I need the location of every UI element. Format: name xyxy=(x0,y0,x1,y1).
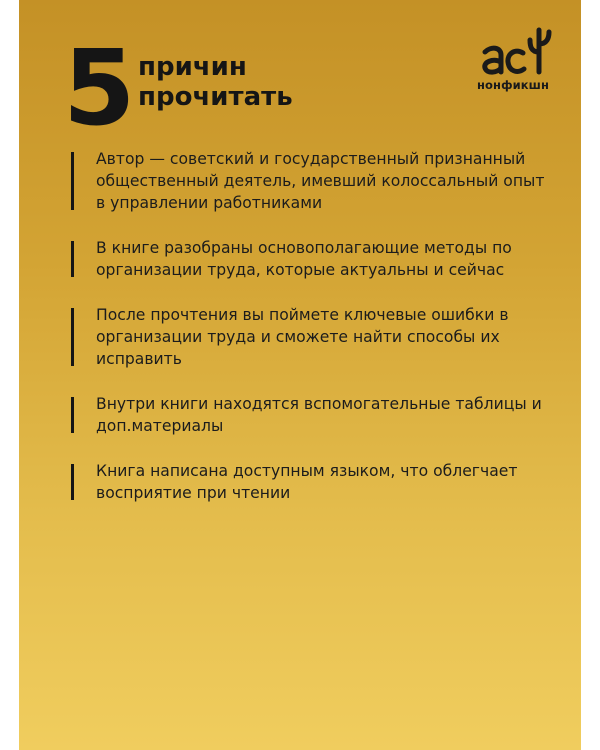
bullet-bar xyxy=(71,241,74,277)
reason-text: В книге разобраны основополагающие методы по организации труда, которые актуальны и сейчас xyxy=(96,239,512,279)
reason-text: Автор — советский и государственный признанный общественный деятель, имевший колоссальный опыт в управлении работниками xyxy=(96,150,545,212)
list-item xyxy=(71,148,551,214)
list-item xyxy=(71,393,551,437)
reason-text: После прочтения вы поймете ключевые ошибки в организации труда и сможете найти способы их исправить xyxy=(96,306,509,368)
bullet-bar xyxy=(71,308,74,366)
bullet-bar xyxy=(71,152,74,210)
reason-count: 5 xyxy=(63,27,134,149)
reason-list xyxy=(71,148,551,527)
cactus-logo-icon xyxy=(477,22,563,80)
reason-text: Внутри книги находятся вспомогательные таблицы и доп.материалы xyxy=(96,395,542,435)
bullet-bar xyxy=(71,397,74,433)
list-item xyxy=(71,237,551,281)
list-item xyxy=(71,460,551,504)
promo-card xyxy=(19,0,581,750)
page-title xyxy=(138,52,378,112)
bullet-bar xyxy=(71,464,74,500)
list-item xyxy=(71,304,551,370)
title-line-1: причин xyxy=(138,52,247,82)
publisher-logo xyxy=(477,22,563,94)
logo-subtitle: нонфикшн xyxy=(477,78,550,92)
title-line-2: прочитать xyxy=(138,82,293,112)
reason-text: Книга написана доступным языком, что облегчает восприятие при чтении xyxy=(96,462,518,502)
